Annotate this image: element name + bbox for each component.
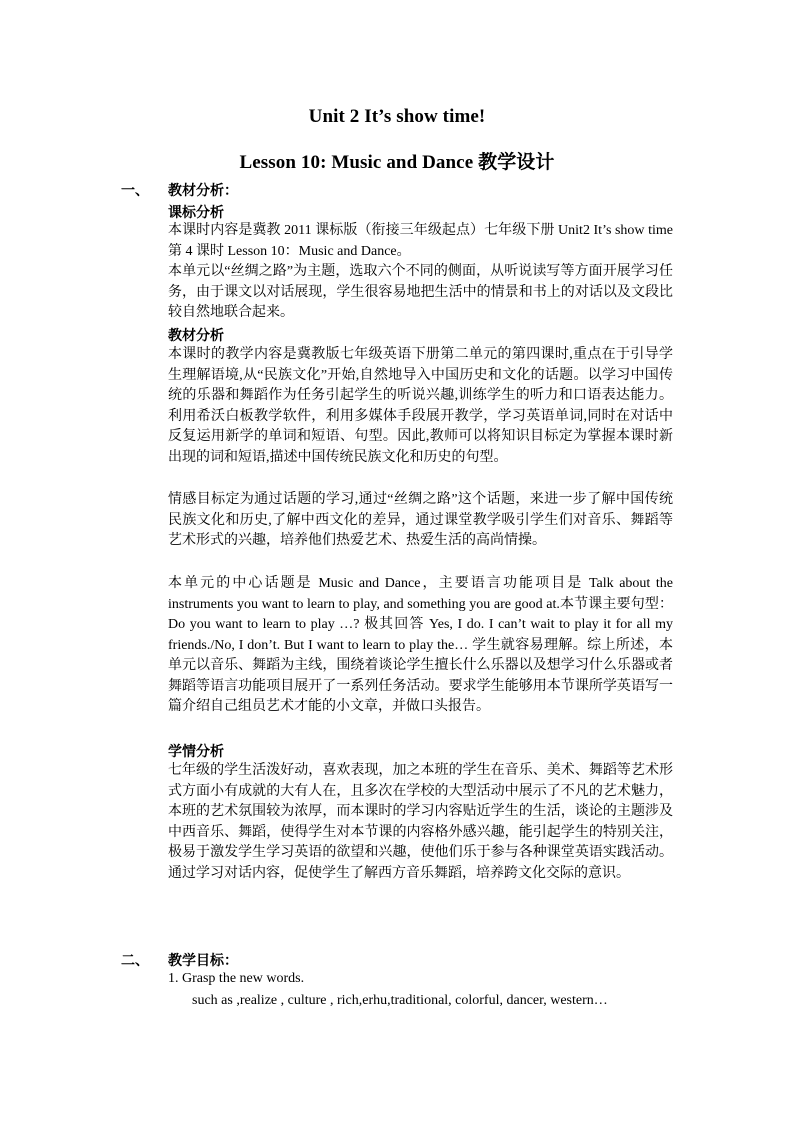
section1-number: 一、 <box>121 184 149 199</box>
lesson-title: Lesson 10: Music and Dance 教学设计 <box>239 152 555 173</box>
paragraph-textbook-2: 情感目标定为通过话题的学习,通过“丝绸之路”这个话题，来进一步了解中国传统民族文化和历史,了解中西文化的差异，通过课堂教学吸引学生们对音乐、舞蹈等艺术形式的兴趣，培养他们热爱艺术、热爱生活的高尚情操。 <box>168 492 673 548</box>
section2-number: 二、 <box>121 954 149 969</box>
paragraph-curriculum-2: 本单元以“丝绸之路”为主题，选取六个不同的侧面，从听说读写等方面开展学习任务，由于课文以对话展现，学生很容易地把生活中的情景和书上的对话以及文段比较自然地联合起来。 <box>168 264 673 320</box>
paragraph-curriculum-1: 本课时内容是冀教 2011 课标版（衔接三年级起点）七年级下册 Unit2 It’s show time 第 4 课时 Lesson 10：Music and Dance。 <box>168 223 673 259</box>
subheading-student-analysis: 学情分析 <box>168 745 224 760</box>
section2-title: 教学目标： <box>168 954 238 969</box>
subheading-textbook-analysis: 教材分析 <box>168 329 224 344</box>
unit-title: Unit 2 It’s show time! <box>308 106 486 127</box>
paragraph-textbook-1: 本课时的教学内容是冀教版七年级英语下册第二单元的第四课时,重点在于引导学生理解语境,从“民族文化”开始,自然地导入中国历史和文化的话题。以学习中国传统的乐器和舞蹈作为任务引起学生的听说兴趣,训练学生的听力和口语表达能力。利用希沃白板教学软件，利用多媒体手段展开教学，学习英语单词,同时在对话中反复运用新学的单词和短语、句型。因此,教师可以将知识目标定为掌握本课时新出现的词和短语,描述中国传统民族文化和历史的句型。 <box>168 347 673 465</box>
section1-title: 教材分析： <box>168 184 238 199</box>
subheading-curriculum-analysis: 课标分析 <box>168 206 224 221</box>
paragraph-textbook-3: 本单元的中心话题是 Music and Dance，主要语言功能项目是 Talk about the instruments you want to learn to play, and something you are good at.本节课主要句型：Do you want to learn to play …? 极其回答 Yes, I do. I can’t wait to play it for all my friends./No, I don’t. But I want to learn to play the… 学生就容易理解。综上所述，本单元以音乐、舞蹈为主线，围绕着谈论学生擅长什么乐器以及想学习什么乐器或者舞蹈等语言功能项目展开了一系列任务活动。要求学生能够用本节课所学英语写一篇介绍自己组员艺术才能的小文章，并做口头报告。 <box>168 576 673 714</box>
objective-item-1: 1. Grasp the new words. <box>168 971 305 986</box>
paragraph-student: 七年级的学生活泼好动，喜欢表现，加之本班的学生在音乐、美术、舞蹈等艺术形式方面小有成就的大有人在，且多次在学校的大型活动中展示了不凡的艺术魅力，本班的艺术氛围较为浓厚，而本课时的学习内容贴近学生的生活，谈论的主题涉及中西音乐、舞蹈，使得学生对本节课的内容格外感兴趣，能引起学生的特别关注，极易于激发学生学习英语的欲望和兴趣，使他们乐于参与各种课堂英语实践活动。通过学习对话内容，促使学生了解西方音乐舞蹈，培养跨文化交际的意识。 <box>168 763 673 881</box>
objective-item-1-words: such as ,realize , culture , rich,erhu,traditional, colorful, dancer, western… <box>192 993 608 1008</box>
